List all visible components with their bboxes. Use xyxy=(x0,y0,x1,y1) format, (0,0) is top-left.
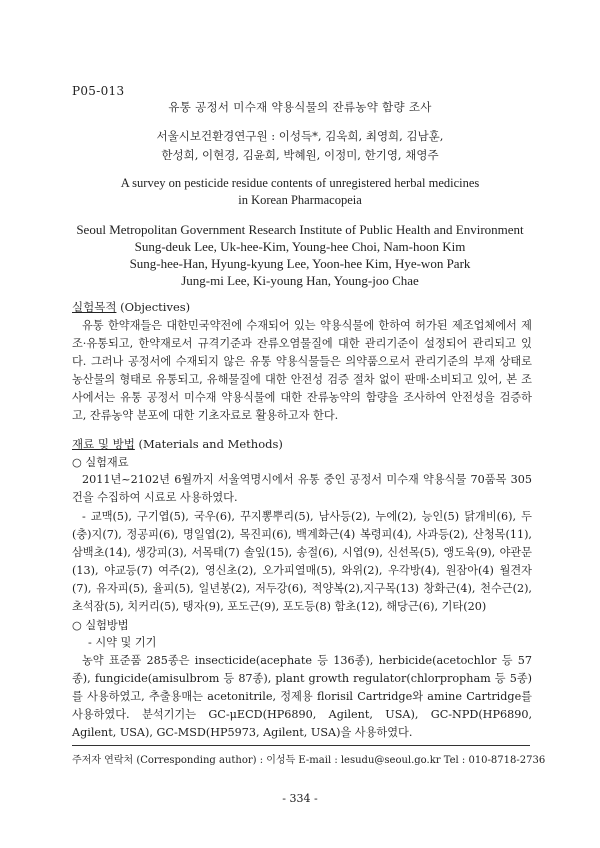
title-english-line-2: in Korean Pharmacopeia xyxy=(238,193,362,207)
objectives-heading xyxy=(72,299,190,315)
objectives-heading-ko: 실험목적 xyxy=(72,300,117,314)
footnote-rule xyxy=(72,745,530,746)
page-number: - 334 - xyxy=(282,792,318,805)
corresponding-author-footnote: 주저자 연락처 (Corresponding author) : 이성득 E-mail : lesudu@seoul.go.kr Tel : 010-8718-2736 xyxy=(72,755,546,766)
methods-subheading: ○ 실험방법 xyxy=(72,619,129,632)
abstract-code: P05-013 xyxy=(72,84,125,98)
objectives-paragraph: 유통 한약재들은 대한민국약전에 수재되어 있는 약용식물에 한하여 허가된 제조업체에서 제조·유통되고, 한약재로서 규격기준과 잔류오염물질에 대한 관리기준이 설정되어 관리되고 있다. 그러나 공정서에 수재되지 않은 유통 약용식물들은 의약품으로서 관리기준의 부재 상태로 농산물의 형태로 유통되고, 유해물질에 대한 안전성 검증 절차 없이 판매·소비되고 있어, 본 조사에서는 유통 공정서 미수재 약용식물에 대한 잔류농약의 함량을 조사하여 안전성을 검증하고, 잔류농약 분포에 대한 기초자료로 활용하고자 한다. xyxy=(72,319,532,422)
methods-heading-ko: 재료 및 방법 xyxy=(72,437,135,451)
sample-list: - 교맥(5), 구기엽(5), 국우(6), 꾸지뽕뿌리(5), 남사등(2), 누에(2), 능인(5) 닭개비(6), 두(충)지(7), 정공피(6), 명일엽(2), 목진피(6), 백계화근(4) 복령피(4), 사과등(2), 산청목(11), 삼백초(14), 생강피(3), 서목태(7) 솔잎(15), 송절(6), 시엽(9), 신선목(5), 앵도육(9), 야관문(13), 야교등(7) 여주(2), 영신초(2), 오가피열매(5), 와위(2), 우각방(4), 원잠아(4) 월견자(7), 유자피(5), 율피(5), 일년봉(2), 저두강(6), 적양복(2),지구목(13) 창화근(4), 천수근(2), 초석잠(5), 치커리(5), 탱자(9), 포도근(9), 포도등(8) 함초(12), 해당근(6), 기타(20) xyxy=(72,510,532,613)
materials-subheading: ○ 실험재료 xyxy=(72,456,129,469)
reagents-subheading: - 시약 및 기기 xyxy=(88,636,157,649)
methods-heading xyxy=(72,436,283,452)
authors-korean-line-1: 서울시보건환경연구원 : 이성득*, 김욱희, 최영희, 김남훈, xyxy=(156,129,444,143)
methods-heading-en: (Materials and Methods) xyxy=(134,437,283,451)
authors-english-line-2: Sung-hee-Han, Hyung-kyung Lee, Yoon-hee Kim, Hye-won Park xyxy=(129,256,471,271)
authors-korean-line-2: 한성희, 이현경, 김윤희, 박혜원, 이정미, 한기영, 채영주 xyxy=(161,148,439,162)
title-korean: 유통 공정서 미수재 약용식물의 잔류농약 함량 조사 xyxy=(168,100,432,114)
authors-english-line-1: Sung-deuk Lee, Uk-hee-Kim, Young-hee Choi, Nam-hoon Kim xyxy=(134,239,466,254)
reagent-paragraph: 농약 표준품 285종은 insecticide(acephate 등 136종), herbicide(acetochlor 등 57종), fungicide(amisulbrom 등 87종), plant growth regulator(chlorpropham 등 5종)를 사용하였고, 추출용매는 acetonitrile, 정제용 florisil Cartridge와 amine Cartridge를 사용하였다. 분석기기는 GC-μECD(HP6890, Agilent, USA), GC-NPD(HP6890, Agilent, USA), GC-MSD(HP5973, Agilent, USA)을 사용하였다. xyxy=(72,654,532,739)
sample-paragraph: 2011년~2102년 6월까지 서울역명시에서 유통 중인 공정서 미수재 약용식물 70품목 305건을 수집하여 시료로 사용하였다. xyxy=(72,473,532,504)
affiliation-english: Seoul Metropolitan Government Research Institute of Public Health and Environment xyxy=(76,222,524,237)
authors-english-line-3: Jung-mi Lee, Ki-young Han, Young-joo Chae xyxy=(181,273,419,288)
title-english-line-1: A survey on pesticide residue contents of unregistered herbal medicines xyxy=(120,176,480,190)
objectives-heading-en: (Objectives) xyxy=(116,300,191,314)
